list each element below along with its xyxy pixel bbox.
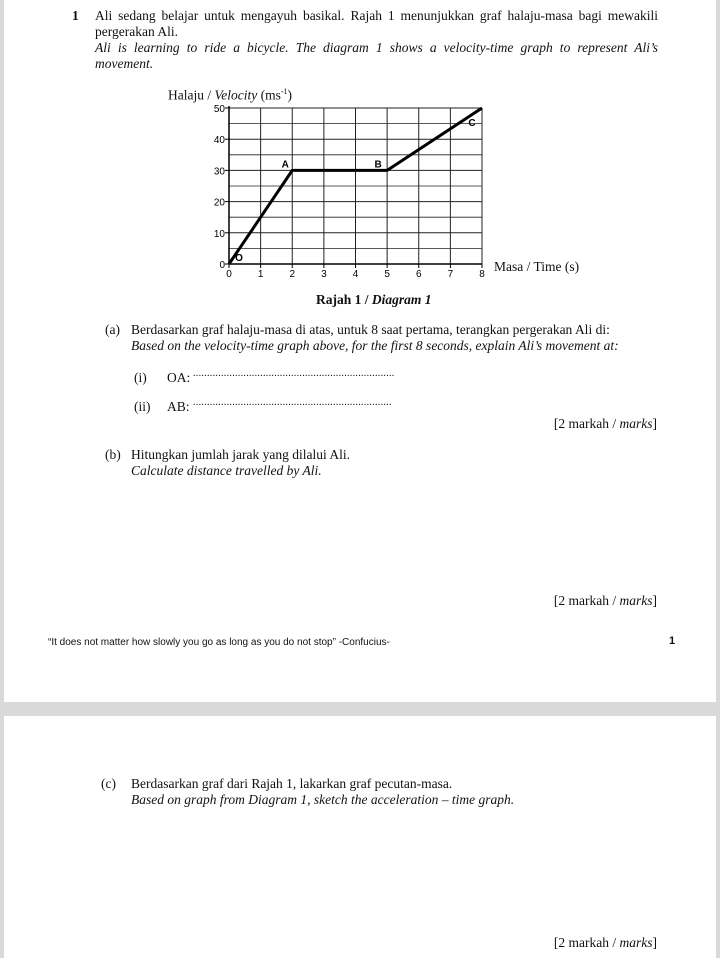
part-a-i-label: (i) (134, 370, 147, 385)
part-c-answer-space[interactable] (131, 814, 651, 924)
intro-en-line1: Ali is learning to ride a bicycle. The diagram 1 shows a velocity-time graph to represent Ali’s (95, 40, 658, 55)
part-a-question-en: Based on the velocity-time graph above, for the first 8 seconds, explain Ali’s movement at: (131, 338, 619, 353)
point-label-o: O (235, 253, 243, 264)
y-tick-label-1: 10 (213, 228, 225, 240)
part-a-label: (a) (105, 322, 120, 337)
part-b-question-en: Calculate distance travelled by Ali. (131, 463, 322, 478)
part-a-ii-text: AB: (167, 399, 190, 414)
part-c-question-ms: Berdasarkan graf dari Rajah 1, lakarkan graf pecutan-masa. (131, 776, 453, 791)
intro-ms-line2: pergerakan Ali. (95, 24, 178, 39)
question-number: 1 (72, 8, 79, 23)
part-a-marks: [2 markah / marks] (553, 416, 657, 431)
x-tick-label-0: 0 (226, 269, 232, 280)
part-c-label: (c) (101, 776, 116, 791)
page-2 (4, 716, 716, 958)
part-a-i-text: OA: (167, 370, 191, 385)
point-label-b: B (374, 159, 382, 171)
y-axis-label: Halaju / Velocity $(ms^{-1})$ (168, 87, 293, 103)
x-axis-label: Masa / Time (s) (494, 259, 580, 274)
page-number: 1 (669, 635, 676, 647)
part-b-marks: [2 markah / marks] (553, 593, 657, 608)
part-c-question-en: Based on graph from Diagram 1, sketch the acceleration – time graph. (131, 792, 515, 807)
x-tick-label-2: 2 (289, 269, 296, 280)
x-tick-label-5: 5 (384, 269, 390, 280)
y-tick-label-5: 50 (213, 104, 225, 115)
velocity-time-chart (204, 98, 504, 288)
part-c-marks: [2 markah / marks] (553, 935, 657, 950)
x-tick-label-7: 7 (447, 269, 454, 280)
part-a-question-ms: Berdasarkan graf halaju-masa di atas, untuk 8 saat pertama, terangkan pergerakan Ali di: (131, 322, 610, 337)
intro-ms-line1: Ali sedang belajar untuk mengayuh basikal. Rajah 1 menunjukkan graf halaju-masa bagi mewakili (95, 8, 658, 23)
part-a-ii-label: (ii) (134, 399, 151, 414)
page-1 (4, 0, 716, 702)
x-tick-label-8: 8 (479, 269, 485, 280)
y-tick-label-4: 40 (213, 135, 225, 147)
point-label-a: A (281, 159, 289, 171)
y-tick-label-3: 30 (213, 166, 225, 178)
y-tick-label-2: 20 (213, 197, 225, 209)
y-tick-label-0: 0 (219, 260, 225, 271)
part-b-answer-space[interactable] (131, 484, 651, 584)
intro-en-line2: movement. (95, 56, 154, 71)
diagram-caption: Rajah 1 / Diagram 1 (316, 292, 432, 307)
part-b-label: (b) (105, 447, 121, 462)
answer-line-oa[interactable]: ........................................................................ (193, 368, 395, 379)
footer-quote: “It does not matter how slowly you go as long as you do not stop” -Confucius- (48, 637, 390, 648)
x-tick-label-3: 3 (321, 269, 327, 280)
answer-line-ab[interactable]: ....................................................................... (193, 397, 392, 408)
x-tick-label-6: 6 (415, 269, 422, 280)
part-b-question-ms: Hitungkan jumlah jarak yang dilalui Ali. (131, 447, 350, 462)
x-tick-label-4: 4 (352, 269, 359, 280)
x-tick-label-1: 1 (257, 269, 264, 280)
point-label-c: C (468, 118, 476, 129)
